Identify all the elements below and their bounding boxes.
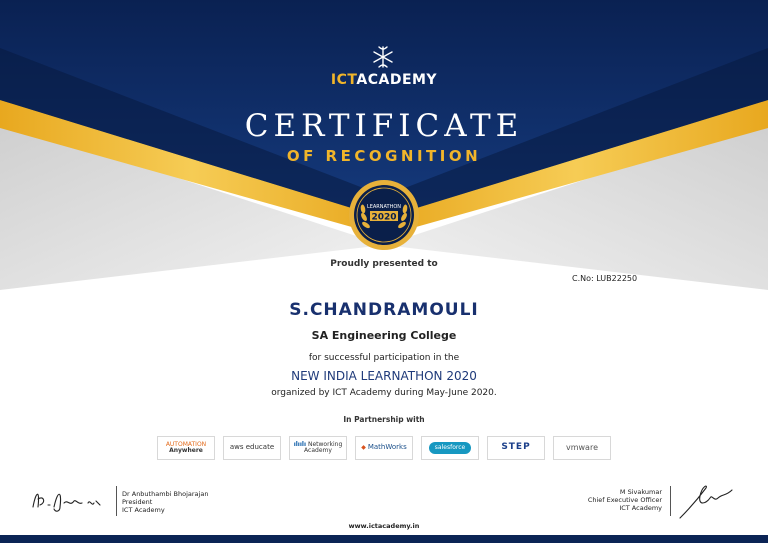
right-signature: [676, 482, 736, 522]
learnathon-seal-icon: [348, 179, 420, 251]
partner-logo-vmware: [553, 436, 611, 460]
left-signatory-role: President: [122, 498, 153, 507]
right-signatory-name: M Sivakumar: [619, 488, 662, 496]
partner-logo-text: Anywhere: [169, 447, 203, 454]
partner-logo-text: MathWorks: [367, 443, 407, 452]
partner-logo-text: vmware: [565, 442, 598, 452]
right-signatory-org: ICT Academy: [619, 504, 662, 513]
partner-logo-text: STEP: [501, 442, 531, 453]
seal-year: 2020: [371, 212, 397, 223]
participation-text: for successful participation in the: [308, 353, 460, 363]
partner-logo-mathworks: [355, 436, 413, 460]
website-url: www.ictacademy.in: [348, 522, 420, 530]
partner-logo-step: [487, 436, 545, 460]
brand-suffix: ACADEMY: [356, 72, 438, 88]
partner-logos: [157, 436, 617, 462]
partnership-label: In Partnership with: [343, 415, 425, 424]
recipient-name: S.CHANDRAMOULI: [289, 300, 479, 320]
partner-logo-text: AUTOMATION: [165, 440, 207, 448]
ict-academy-logo-icon: [370, 44, 396, 70]
event-name: NEW INDIA LEARNATHON 2020: [291, 369, 477, 383]
partner-logo-text: aws educate: [229, 443, 275, 452]
left-signature: [30, 485, 110, 513]
organized-text: organized by ICT Academy during May-June 2020.: [271, 388, 497, 398]
certificate-subtitle: OF RECOGNITION: [286, 147, 482, 165]
presented-text: Proudly presented to: [330, 259, 438, 269]
partner-logo-text: Networking: [307, 440, 343, 448]
partner-logo-cisco: [289, 436, 347, 460]
right-signatory-role: Chief Executive Officer: [587, 496, 662, 505]
certificate-number: C.No: LUB22250: [572, 274, 638, 283]
left-signatory: [122, 490, 208, 514]
seal-label: LEARNATHON: [366, 204, 402, 210]
cisco-icon: ılıılı: [293, 440, 307, 448]
mathworks-icon: ◆: [361, 443, 366, 451]
college-name: SA Engineering College: [311, 329, 457, 342]
right-signature-divider: [670, 486, 671, 516]
left-signatory-org: ICT Academy: [122, 506, 165, 515]
left-signature-divider: [116, 486, 117, 516]
bottom-bar: [0, 535, 768, 543]
salesforce-cloud-icon: [429, 442, 471, 454]
partner-logo-automation-anywhere: [157, 436, 215, 460]
partner-logo-aws-educate: [223, 436, 281, 460]
partner-logo-text: Academy: [304, 447, 332, 454]
certificate-title: CERTIFICATE: [244, 108, 524, 144]
left-signatory-name: Dr Anbuthambi Bhojarajan: [122, 490, 209, 498]
brand-name: [0, 72, 768, 88]
right-signatory: [580, 488, 662, 512]
brand-prefix: ICT: [330, 72, 357, 88]
partner-logo-salesforce: [421, 436, 479, 460]
partner-logo-text: salesforce: [434, 443, 466, 451]
